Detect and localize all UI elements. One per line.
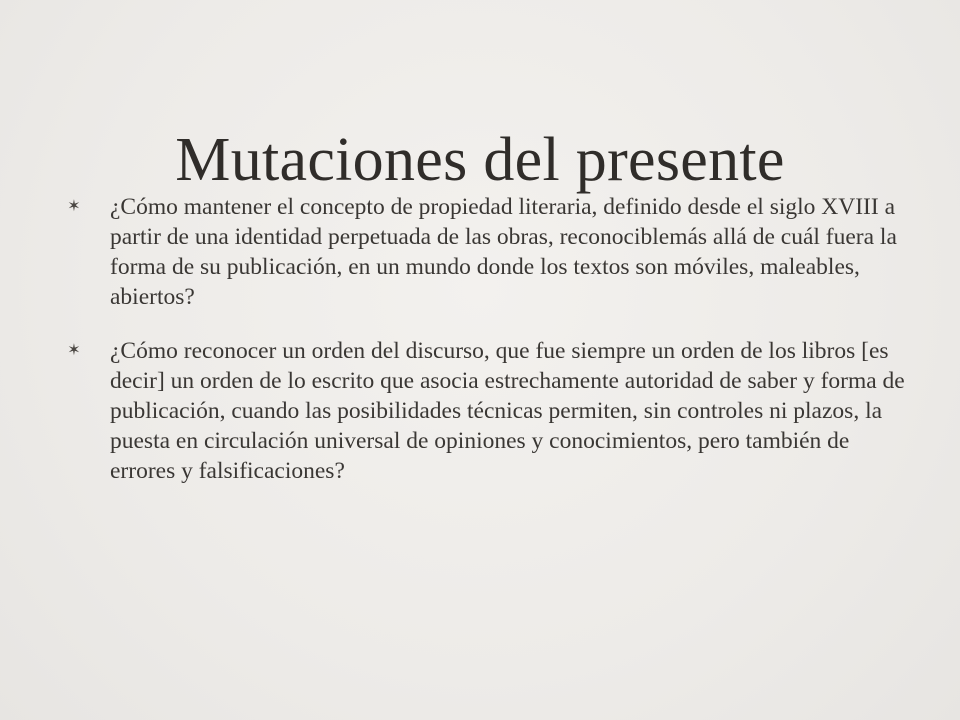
star-bullet-icon: ✶ xyxy=(67,342,81,359)
bullet-text: ¿Cómo mantener el concepto de propiedad literaria, definido desde el siglo XVIII a partir de una identidad perpetuada de las obras, reconociblemás allá de cuál fuera la forma de su publicación, en un mundo donde los textos son móviles, maleables, abiertos? xyxy=(110,194,897,310)
bullet-item xyxy=(66,336,906,486)
bullet-item xyxy=(66,192,906,312)
bullet-text: ¿Cómo reconocer un orden del discurso, que fue siempre un orden de los libros [es decir] un orden de lo escrito que asocia estrechamente autoridad de saber y forma de publicación, cuando las posibilidades técnicas permiten, sin controles ni plazos, la puesta en circulación universal de opiniones y conocimientos, pero también de errores y falsificaciones? xyxy=(110,338,905,484)
star-bullet-icon: ✶ xyxy=(67,198,81,215)
bullet-list xyxy=(66,192,906,510)
slide-title: Mutaciones del presente xyxy=(175,125,785,194)
